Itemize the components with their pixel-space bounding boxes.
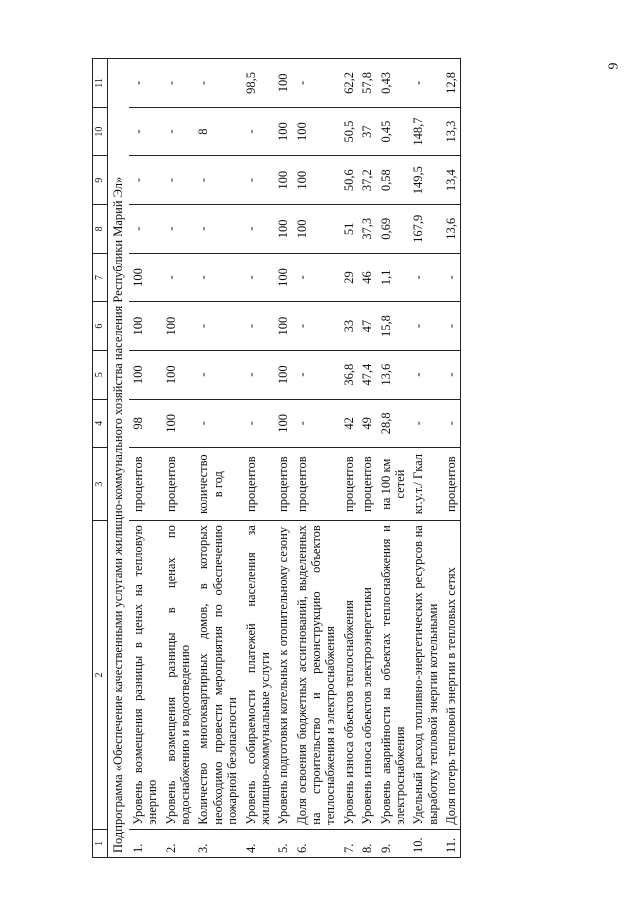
rotated-table-container xyxy=(92,58,640,858)
header-cell: 2 xyxy=(93,521,108,830)
value-cell: - xyxy=(409,302,442,351)
header-cell: 10 xyxy=(93,107,108,156)
table-row xyxy=(274,59,292,858)
value-cell: 167,9 xyxy=(409,205,442,254)
value-cell: - xyxy=(242,399,275,448)
row-number: 3. xyxy=(194,829,241,857)
value-cell: 49 xyxy=(358,399,376,448)
value-cell: - xyxy=(293,302,340,351)
value-cell: 98,5 xyxy=(242,59,275,108)
header-cell: 4 xyxy=(93,399,108,448)
value-cell: - xyxy=(409,253,442,302)
unit-cell: кг.у.т./ Гкал xyxy=(409,448,442,521)
value-cell: - xyxy=(194,205,241,254)
value-cell: 36,8 xyxy=(340,350,358,399)
unit-cell: процентов xyxy=(442,448,461,521)
value-cell: 100 xyxy=(274,253,292,302)
row-number: 5. xyxy=(274,829,292,857)
value-cell: - xyxy=(242,350,275,399)
header-cell: 3 xyxy=(93,448,108,521)
value-cell: - xyxy=(293,253,340,302)
value-cell: 149,5 xyxy=(409,156,442,205)
value-cell: 51 xyxy=(340,205,358,254)
value-cell: - xyxy=(129,107,162,156)
value-cell: - xyxy=(194,302,241,351)
page-number: 9 xyxy=(606,62,622,70)
table-row xyxy=(358,59,376,858)
subprogram-row xyxy=(107,59,129,858)
indicator-name: Количество многоквартирных домов, в которых необходимо провести мероприятия по обеспечению пожарной безопасности xyxy=(194,521,241,830)
indicator-name: Уровень собираемости платежей населения за жилищно-коммунальные услуги xyxy=(242,521,275,830)
value-cell: 47 xyxy=(358,302,376,351)
unit-cell: процентов xyxy=(129,448,162,521)
value-cell: - xyxy=(194,59,241,108)
indicator-name: Уровень аварийности на объектах теплоснабжения и электроснабжения xyxy=(377,521,410,830)
value-cell: 28,8 xyxy=(377,399,410,448)
table-row xyxy=(442,59,461,858)
value-cell: 0,43 xyxy=(377,59,410,108)
value-cell: 100 xyxy=(274,156,292,205)
value-cell: 50,6 xyxy=(340,156,358,205)
unit-cell: процентов xyxy=(358,448,376,521)
value-cell: 0,69 xyxy=(377,205,410,254)
value-cell: - xyxy=(442,302,461,351)
value-cell: - xyxy=(442,350,461,399)
indicator-name: Доля потерь тепловой энергии в тепловых сетях xyxy=(442,521,461,830)
value-cell: - xyxy=(194,253,241,302)
row-number: 9. xyxy=(377,829,410,857)
table-row xyxy=(293,59,340,858)
value-cell: - xyxy=(242,156,275,205)
row-number: 2. xyxy=(162,829,195,857)
indicator-name: Доля освоения бюджетных ассигнований, выделенных на строительство и реконструкцию объектов теплоснабжения и электроснабжения xyxy=(293,521,340,830)
header-cell: 9 xyxy=(93,156,108,205)
value-cell: - xyxy=(242,205,275,254)
header-cell: 8 xyxy=(93,205,108,254)
row-number: 4. xyxy=(242,829,275,857)
value-cell: - xyxy=(242,253,275,302)
indicator-name: Уровень возмещения разницы в ценах по водоснабжению и водоотведению xyxy=(162,521,195,830)
value-cell: 8 xyxy=(194,107,241,156)
value-cell: - xyxy=(442,399,461,448)
value-cell: - xyxy=(194,350,241,399)
value-cell: - xyxy=(162,107,195,156)
unit-cell: процентов xyxy=(293,448,340,521)
value-cell: - xyxy=(162,156,195,205)
value-cell: 57,8 xyxy=(358,59,376,108)
row-number: 7. xyxy=(340,829,358,857)
value-cell: 50,5 xyxy=(340,107,358,156)
value-cell: 100 xyxy=(274,107,292,156)
value-cell: - xyxy=(409,59,442,108)
table-row xyxy=(242,59,275,858)
value-cell: - xyxy=(129,205,162,254)
value-cell: 13,3 xyxy=(442,107,461,156)
value-cell: 100 xyxy=(274,59,292,108)
header-cell: 1 xyxy=(93,829,108,857)
value-cell: - xyxy=(242,107,275,156)
value-cell: - xyxy=(162,59,195,108)
indicator-name: Уровень подготовки котельных к отопительному сезону xyxy=(274,521,292,830)
row-number: 8. xyxy=(358,829,376,857)
value-cell: - xyxy=(409,350,442,399)
unit-cell: процентов xyxy=(340,448,358,521)
value-cell: 100 xyxy=(293,156,340,205)
table-row xyxy=(409,59,442,858)
value-cell: 13,4 xyxy=(442,156,461,205)
value-cell: 42 xyxy=(340,399,358,448)
unit-cell: процентов xyxy=(242,448,275,521)
indicators-table xyxy=(92,58,461,858)
value-cell: 100 xyxy=(162,399,195,448)
table-row xyxy=(162,59,195,858)
value-cell: 148,7 xyxy=(409,107,442,156)
indicator-name: Уровень износа объектов теплоснабжения xyxy=(340,521,358,830)
row-number: 6. xyxy=(293,829,340,857)
header-cell: 5 xyxy=(93,350,108,399)
value-cell: 13,6 xyxy=(377,350,410,399)
value-cell: - xyxy=(162,205,195,254)
table-row xyxy=(129,59,162,858)
value-cell: 100 xyxy=(129,253,162,302)
value-cell: - xyxy=(242,302,275,351)
value-cell: 29 xyxy=(340,253,358,302)
value-cell: 47,4 xyxy=(358,350,376,399)
value-cell: 46 xyxy=(358,253,376,302)
value-cell: 100 xyxy=(274,350,292,399)
unit-cell: количество в год xyxy=(194,448,241,521)
value-cell: 13,6 xyxy=(442,205,461,254)
value-cell: 98 xyxy=(129,399,162,448)
header-cell: 11 xyxy=(93,59,108,108)
value-cell: - xyxy=(194,156,241,205)
value-cell: 37,2 xyxy=(358,156,376,205)
value-cell: 100 xyxy=(274,302,292,351)
row-number: 1. xyxy=(129,829,162,857)
header-row xyxy=(93,59,108,858)
value-cell: 15,8 xyxy=(377,302,410,351)
value-cell: - xyxy=(162,253,195,302)
value-cell: 37,3 xyxy=(358,205,376,254)
header-cell: 7 xyxy=(93,253,108,302)
unit-cell: процентов xyxy=(162,448,195,521)
value-cell: - xyxy=(194,399,241,448)
value-cell: 0,45 xyxy=(377,107,410,156)
row-number: 10. xyxy=(409,829,442,857)
table-row xyxy=(194,59,241,858)
value-cell: - xyxy=(409,399,442,448)
value-cell: 1,1 xyxy=(377,253,410,302)
value-cell: 100 xyxy=(162,302,195,351)
row-number: 11. xyxy=(442,829,461,857)
value-cell: - xyxy=(293,59,340,108)
value-cell: 37 xyxy=(358,107,376,156)
table-row xyxy=(340,59,358,858)
table-row xyxy=(377,59,410,858)
value-cell: 100 xyxy=(274,399,292,448)
value-cell: 33 xyxy=(340,302,358,351)
value-cell: 12,8 xyxy=(442,59,461,108)
value-cell: 100 xyxy=(274,205,292,254)
unit-cell: на 100 км сетей xyxy=(377,448,410,521)
header-cell: 6 xyxy=(93,302,108,351)
value-cell: - xyxy=(442,253,461,302)
value-cell: 62,2 xyxy=(340,59,358,108)
indicator-name: Уровень возмещения разницы в ценах на тепловую энергию xyxy=(129,521,162,830)
indicator-name: Удельный расход топливно-энергетических ресурсов на выработку тепловой энергии котельными xyxy=(409,521,442,830)
value-cell: 0,58 xyxy=(377,156,410,205)
value-cell: - xyxy=(293,350,340,399)
value-cell: - xyxy=(129,59,162,108)
value-cell: 100 xyxy=(129,350,162,399)
subprogram-title: Подпрограмма «Обеспечение качественными услугами жилищно-коммунального хозяйства населения Республики Марий Эл» xyxy=(107,59,129,858)
value-cell: 100 xyxy=(162,350,195,399)
value-cell: 100 xyxy=(129,302,162,351)
indicator-name: Уровень износа объектов электроэнергетики xyxy=(358,521,376,830)
value-cell: 100 xyxy=(293,205,340,254)
value-cell: 100 xyxy=(293,107,340,156)
value-cell: - xyxy=(129,156,162,205)
value-cell: - xyxy=(293,399,340,448)
unit-cell: процентов xyxy=(274,448,292,521)
